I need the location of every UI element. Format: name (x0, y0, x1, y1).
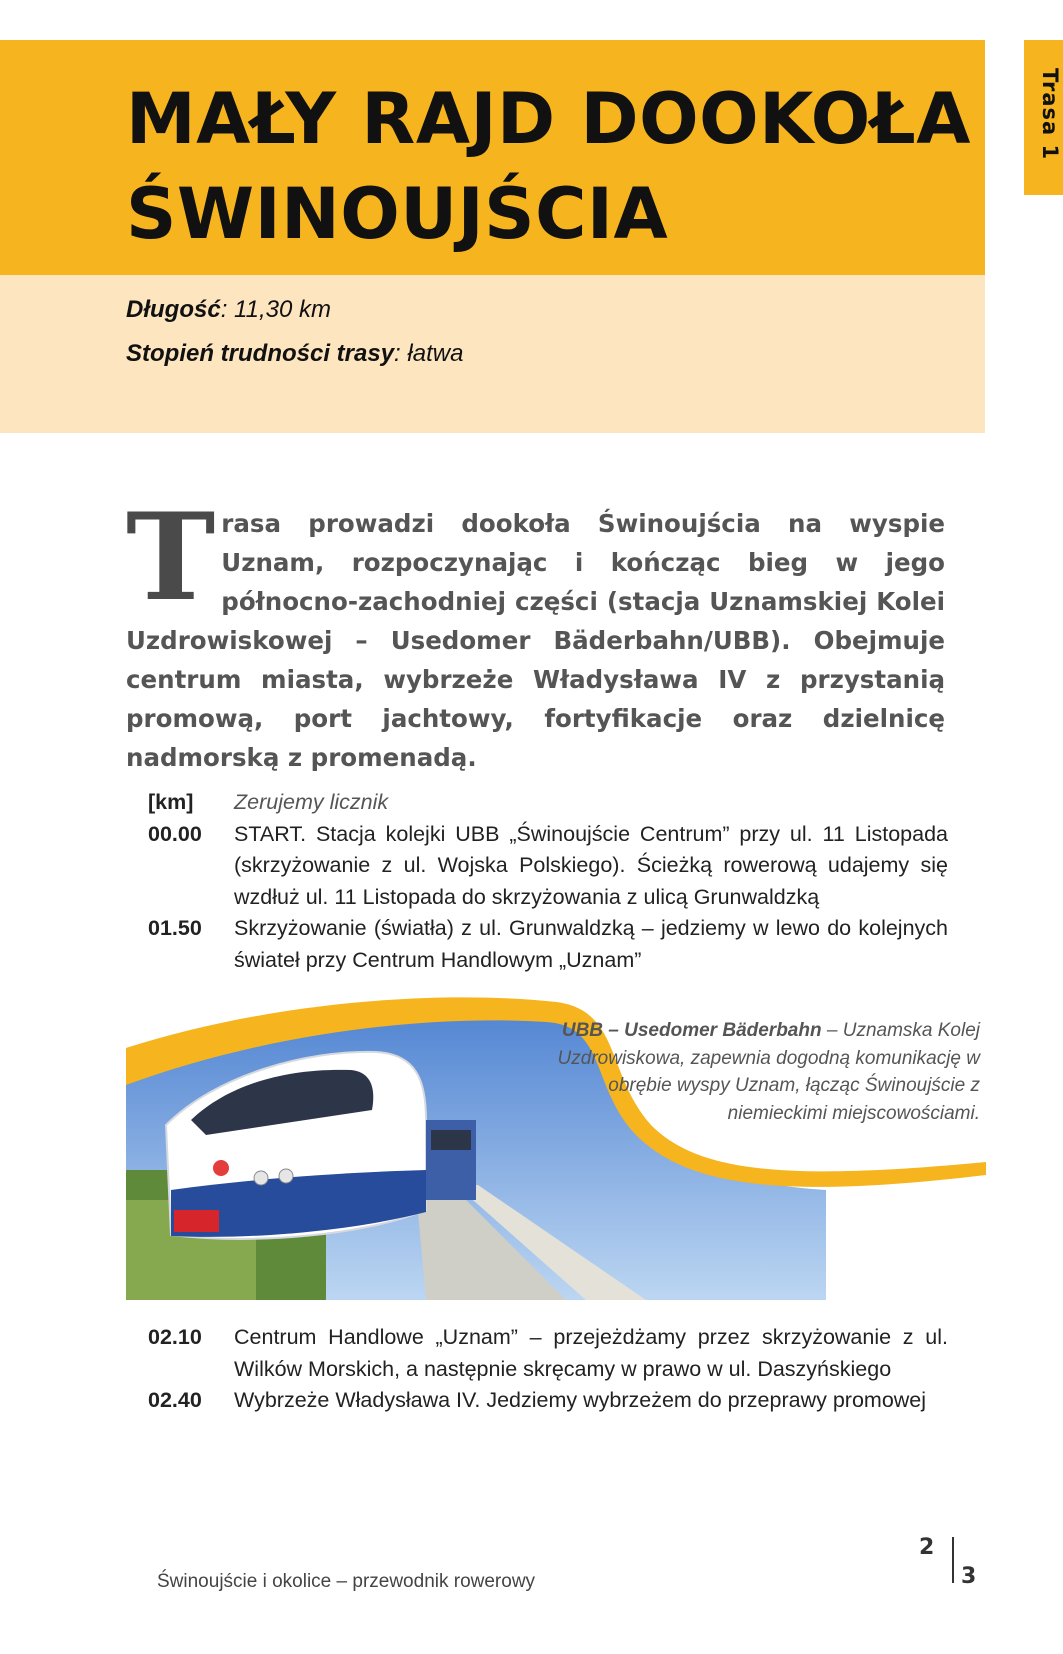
route-km: 02.40 (148, 1388, 202, 1413)
route-tab (1024, 40, 1063, 195)
route-row (148, 787, 948, 819)
page-divider (952, 1537, 954, 1583)
route-desc: Centrum Handlowe „Uznam” – przejeżdżamy przez skrzyżowanie z ul. Wilków Morskich, a następnie skręcamy w prawo w ul. Daszyńskiego (234, 1325, 948, 1381)
footer-book-title: Świnoujście i okolice – przewodnik rowerowy (157, 1571, 536, 1592)
route-desc: Skrzyżowanie (światła) z ul. Grunwaldzką – jedziemy w lewo do kolejnych świateł przy Centrum Handlowym „Uznam” (234, 916, 948, 972)
route-km: 00.00 (148, 821, 202, 846)
route-desc: Zerujemy licznik (234, 790, 389, 814)
route-length (126, 296, 331, 324)
route-km: [km] (148, 790, 194, 814)
page-number-right: 3 (961, 1564, 977, 1589)
page-number-left: 2 (919, 1535, 935, 1560)
route-row (148, 819, 948, 914)
drop-cap: T (126, 487, 216, 628)
photo-caption-text: – Uznamska Kolej Uzdrowiskowa, zapewnia dogodną komunikację w obrębie wyspy Uznam, łącząc Świnoujście z niemieckimi miejscowościami. (557, 1020, 980, 1124)
route-row (148, 913, 948, 976)
route-length-label: Długość (126, 296, 221, 323)
route-difficulty (126, 340, 463, 368)
title-line-1: MAŁY RAJD DOOKOŁA (126, 78, 971, 160)
route-row (148, 1385, 948, 1417)
intro-text: rasa prowadzi dookoła Świnoujścia na wyspie Uznam, rozpoczynając i kończąc bieg w jego północno-zachodniej części (stacja Uznamskiej Kolei Uzdrowiskowej – Usedomer Bäderbahn/UBB). Obejmuje centrum miasta, wybrzeże Władysława IV z przystanią promową, port jachtowy, fortyfikacje oraz dzielnicę nadmorską z promenadą. (126, 509, 945, 772)
photo-caption (545, 1017, 980, 1127)
route-list-top (148, 787, 948, 977)
page-title (126, 72, 971, 262)
route-difficulty-label: Stopień trudności trasy (126, 340, 395, 367)
route-km: 01.50 (148, 916, 202, 941)
route-km: 02.10 (148, 1325, 202, 1349)
route-row (148, 1322, 948, 1385)
page-numbers (905, 1527, 985, 1587)
title-line-2: ŚWINOUJŚCIA (126, 173, 669, 255)
route-tab-label: Trasa 1 (1038, 68, 1062, 161)
route-list-bottom (148, 1322, 948, 1417)
route-length-value: : 11,30 km (220, 296, 331, 323)
intro-paragraph (126, 487, 945, 777)
route-difficulty-value: : łatwa (394, 340, 464, 367)
photo-caption-title: UBB – Usedomer Bäderbahn (561, 1020, 822, 1041)
route-desc: Wybrzeże Władysława IV. Jedziemy wybrzeżem do przeprawy promowej (234, 1388, 927, 1413)
route-desc: START. Stacja kolejki UBB „Świnoujście Centrum” przy ul. 11 Listopada (skrzyżowanie z ul. Wojska Polskiego). Ścieżką rowerową udajemy się wzdłuż ul. 11 Listopada do skrzyżowania z ulicą Grunwaldzką (234, 821, 948, 909)
